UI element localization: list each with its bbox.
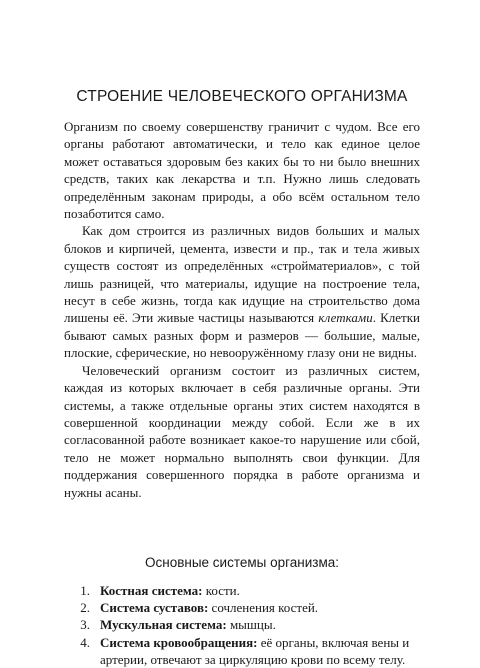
list-item [64,616,420,633]
list-item-term: Система суставов: [100,600,209,616]
paragraph-intro: Организм по своему совершенству граничит с чудом. Все его органы работают автоматически, и тело как единое целое может оставаться здоровым без каких бы то ни было внешних средств, таких как лекарства и т.п. Нужно лишь следовать определённым законам природы, а обо всём остальном тело позаботится само. [64,119,420,222]
paragraph-cells-after: . Клетки бывают самых разных форм и размеров — большие, малые, плоские, сферические, но невооружённому глазу они не видны. [64,310,420,361]
list-item-desc: мышцы. [226,617,276,633]
list-item [64,582,420,599]
list-item-term: Система кровообращения: [100,634,258,650]
list-item-body [100,582,420,599]
list-item-body [100,634,420,668]
list-item-desc: сочленения костей. [208,600,319,616]
list-item [64,599,420,616]
list-item-number: 3. [80,617,90,633]
list-item [64,634,420,668]
systems-list [64,582,420,668]
list-item-body [100,599,420,616]
systems-heading: Основные системы организма: [145,554,339,570]
page-title: СТРОЕНИЕ ЧЕЛОВЕЧЕСКОГО ОРГАНИЗМА [76,88,408,105]
list-item-number: 2. [80,600,90,616]
paragraph-cells [64,222,420,361]
paragraph-systems: Человеческий организм состоит из различных систем, каждая из которых включает в себя различные органы. Эти системы, а также отдельные органы этих систем находятся в совершенной координации между собой. Если же в их согласованной работе возникает какое-то нарушение или сбой, тело не может нормально выполнять свои функции. Для поддержания совершенного порядка в работе организма и нужны асаны. [64,362,420,500]
paragraph-cells-before: Как дом строится из различных видов больших и малых блоков и кирпичей, цемента, извести и пр., так и тела живых существ состоят из определённых «стройматериалов», с той лишь разницей, что материалы, идущие на построение тела, несут в себе жизнь, тогда как идущие на строительство дома лишены её. Эти живые частицы называются [64,223,420,326]
list-item-number: 1. [80,582,90,598]
cells-term: клетками [318,310,373,326]
list-item-body [100,616,420,633]
list-item-number: 4. [80,634,90,650]
list-item-term: Костная система: [100,582,203,598]
list-item-desc: кости. [202,582,240,598]
page-content [64,88,420,668]
list-item-desc: её органы, включая вены и артерии, отвечают за циркуляцию крови по всему телу. [100,634,410,667]
list-item-term: Мускульная система: [100,617,227,633]
